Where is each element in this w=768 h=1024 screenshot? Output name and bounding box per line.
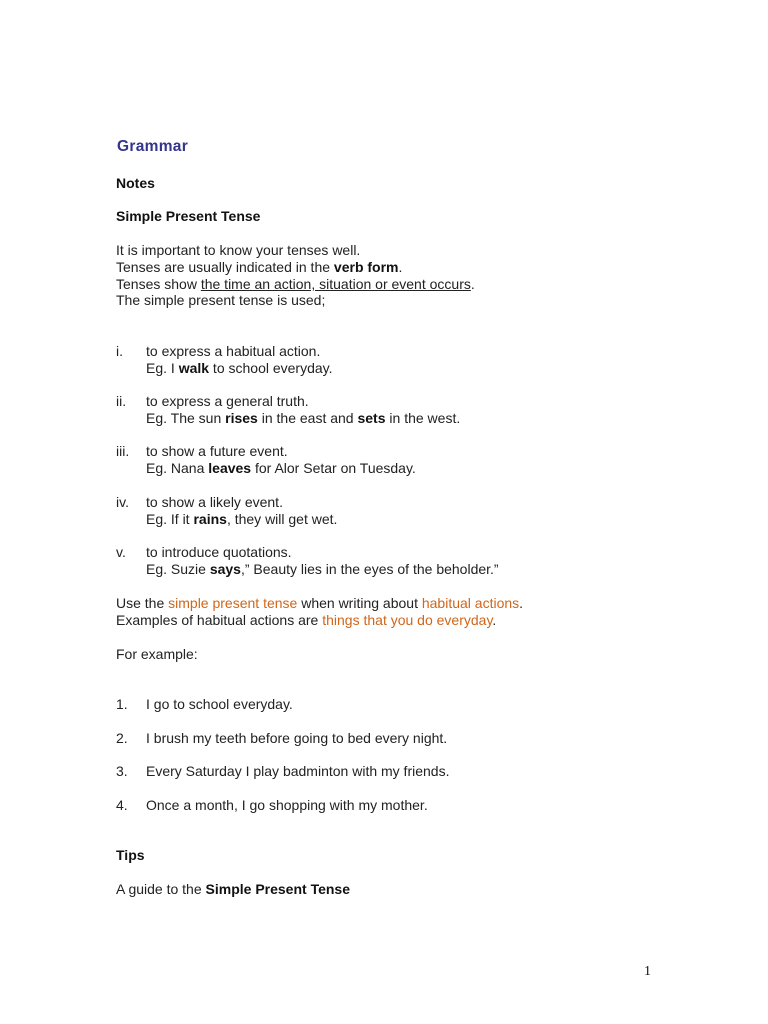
- list-item-text: to express a habitual action.: [146, 343, 321, 359]
- example-text: , they will get wet.: [226, 511, 338, 527]
- list-marker: ii.: [116, 393, 127, 409]
- example-text: in the west.: [385, 410, 461, 426]
- list-item-example: [146, 511, 337, 528]
- guide-term: Simple Present Tense: [205, 881, 350, 897]
- example-verb: rains: [193, 511, 227, 527]
- example-text: to school everyday.: [209, 360, 333, 376]
- intro-line-2: [116, 259, 402, 276]
- usage-line-1: [116, 595, 523, 612]
- list-item-example: [146, 410, 460, 427]
- example-text: ,” Beauty lies in the eyes of the beholder.”: [240, 561, 499, 577]
- example-text: Eg. Nana: [146, 460, 209, 476]
- example-verb: says: [209, 561, 241, 577]
- usage-text: Use the: [116, 595, 169, 611]
- list-item: I go to school everyday.: [146, 696, 293, 712]
- tips-heading: Tips: [116, 847, 145, 863]
- intro-line-3-end: .: [470, 276, 475, 292]
- usage-text: when writing about: [297, 595, 422, 611]
- list-item-text: to show a future event.: [146, 443, 288, 459]
- list-marker: 4.: [116, 797, 128, 813]
- example-text: Eg. Suzie: [146, 561, 210, 577]
- list-item-example: [146, 561, 499, 578]
- list-item-text: to introduce quotations.: [146, 544, 292, 560]
- usage-text: .: [492, 612, 497, 628]
- usage-line-2: [116, 612, 496, 629]
- list-item: Every Saturday I play badminton with my friends.: [146, 763, 450, 779]
- page-title: Grammar: [117, 138, 189, 155]
- for-example-label: For example:: [116, 646, 198, 662]
- list-marker: 2.: [116, 730, 128, 746]
- list-marker: v.: [116, 544, 126, 560]
- example-text: Eg. I: [146, 360, 179, 376]
- example-verb: leaves: [208, 460, 252, 476]
- list-marker: iv.: [116, 494, 129, 510]
- list-item-text: to express a general truth.: [146, 393, 309, 409]
- list-item: Once a month, I go shopping with my mother.: [146, 797, 428, 813]
- intro-line-4: The simple present tense is used;: [116, 292, 326, 308]
- highlight-term: simple present tense: [168, 595, 298, 611]
- list-item-text: to show a likely event.: [146, 494, 283, 510]
- list-marker: iii.: [116, 443, 130, 459]
- verb-form-term: verb form: [333, 259, 399, 275]
- section-heading: Simple Present Tense: [116, 208, 261, 224]
- list-marker: 1.: [116, 696, 128, 712]
- guide-line: [116, 881, 350, 898]
- intro-line-2-text: Tenses are usually indicated in the: [116, 259, 334, 275]
- example-text: Eg. If it: [146, 511, 194, 527]
- page-number: 1: [644, 964, 651, 979]
- list-marker: i.: [116, 343, 123, 359]
- example-verb: sets: [357, 410, 386, 426]
- intro-line-1: It is important to know your tenses well.: [116, 242, 361, 258]
- example-text: Eg. The sun: [146, 410, 226, 426]
- underlined-definition: the time an action, situation or event occurs: [200, 276, 471, 292]
- example-text: in the east and: [257, 410, 358, 426]
- example-text: for Alor Setar on Tuesday.: [251, 460, 416, 476]
- list-item-example: [146, 460, 416, 477]
- example-verb: walk: [178, 360, 210, 376]
- usage-text: Examples of habitual actions are: [116, 612, 323, 628]
- usage-text: .: [519, 595, 524, 611]
- highlight-term: habitual actions: [421, 595, 520, 611]
- notes-heading: Notes: [116, 175, 155, 191]
- guide-text: A guide to the: [116, 881, 206, 897]
- highlight-term: things that you do everyday: [322, 612, 493, 628]
- list-item-example: [146, 360, 333, 377]
- list-marker: 3.: [116, 763, 128, 779]
- example-verb: rises: [225, 410, 258, 426]
- intro-line-3-text: Tenses show: [116, 276, 201, 292]
- intro-line-3: [116, 276, 475, 293]
- intro-line-2-end: .: [398, 259, 403, 275]
- list-item: I brush my teeth before going to bed every night.: [146, 730, 448, 746]
